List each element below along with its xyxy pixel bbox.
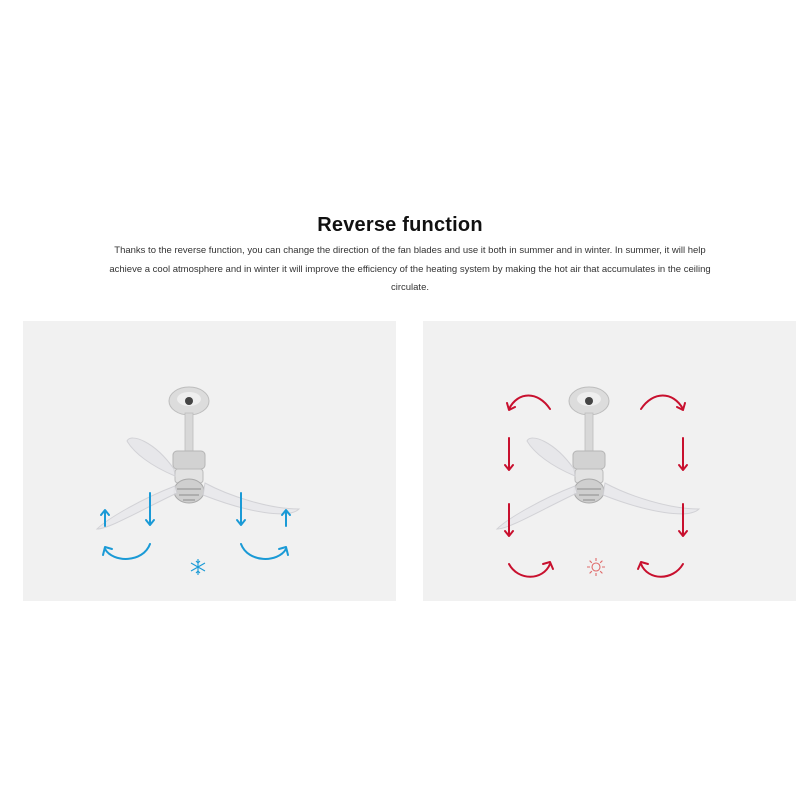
curved-arrow-icon [241,544,288,559]
winter-mode-panel [423,321,796,601]
sun-icon [587,558,605,576]
arrow-down-icon [505,438,513,470]
snowflake-icon [191,559,205,575]
ceiling-fan-illustration [97,387,299,529]
section-title: Reverse function [317,214,483,236]
curved-arrow-icon [638,562,683,577]
curved-arrow-icon [641,396,685,411]
curved-arrow-icon [507,396,550,411]
curved-arrow-icon [509,562,553,577]
ceiling-fan-illustration [497,387,699,529]
arrow-up-icon [282,510,290,526]
curved-arrow-icon [103,544,150,559]
arrow-down-icon [679,438,687,470]
section-description: Thanks to the reverse function, you can change the direction of the fan blades and use it both in summer and in winter. In summer, it will help achieve a cool atmosphere and in winter it will improve the efficiency of the heating system by making the hot air that accumulates in the ceiling circulate. [109,245,711,293]
summer-mode-panel [23,321,396,601]
